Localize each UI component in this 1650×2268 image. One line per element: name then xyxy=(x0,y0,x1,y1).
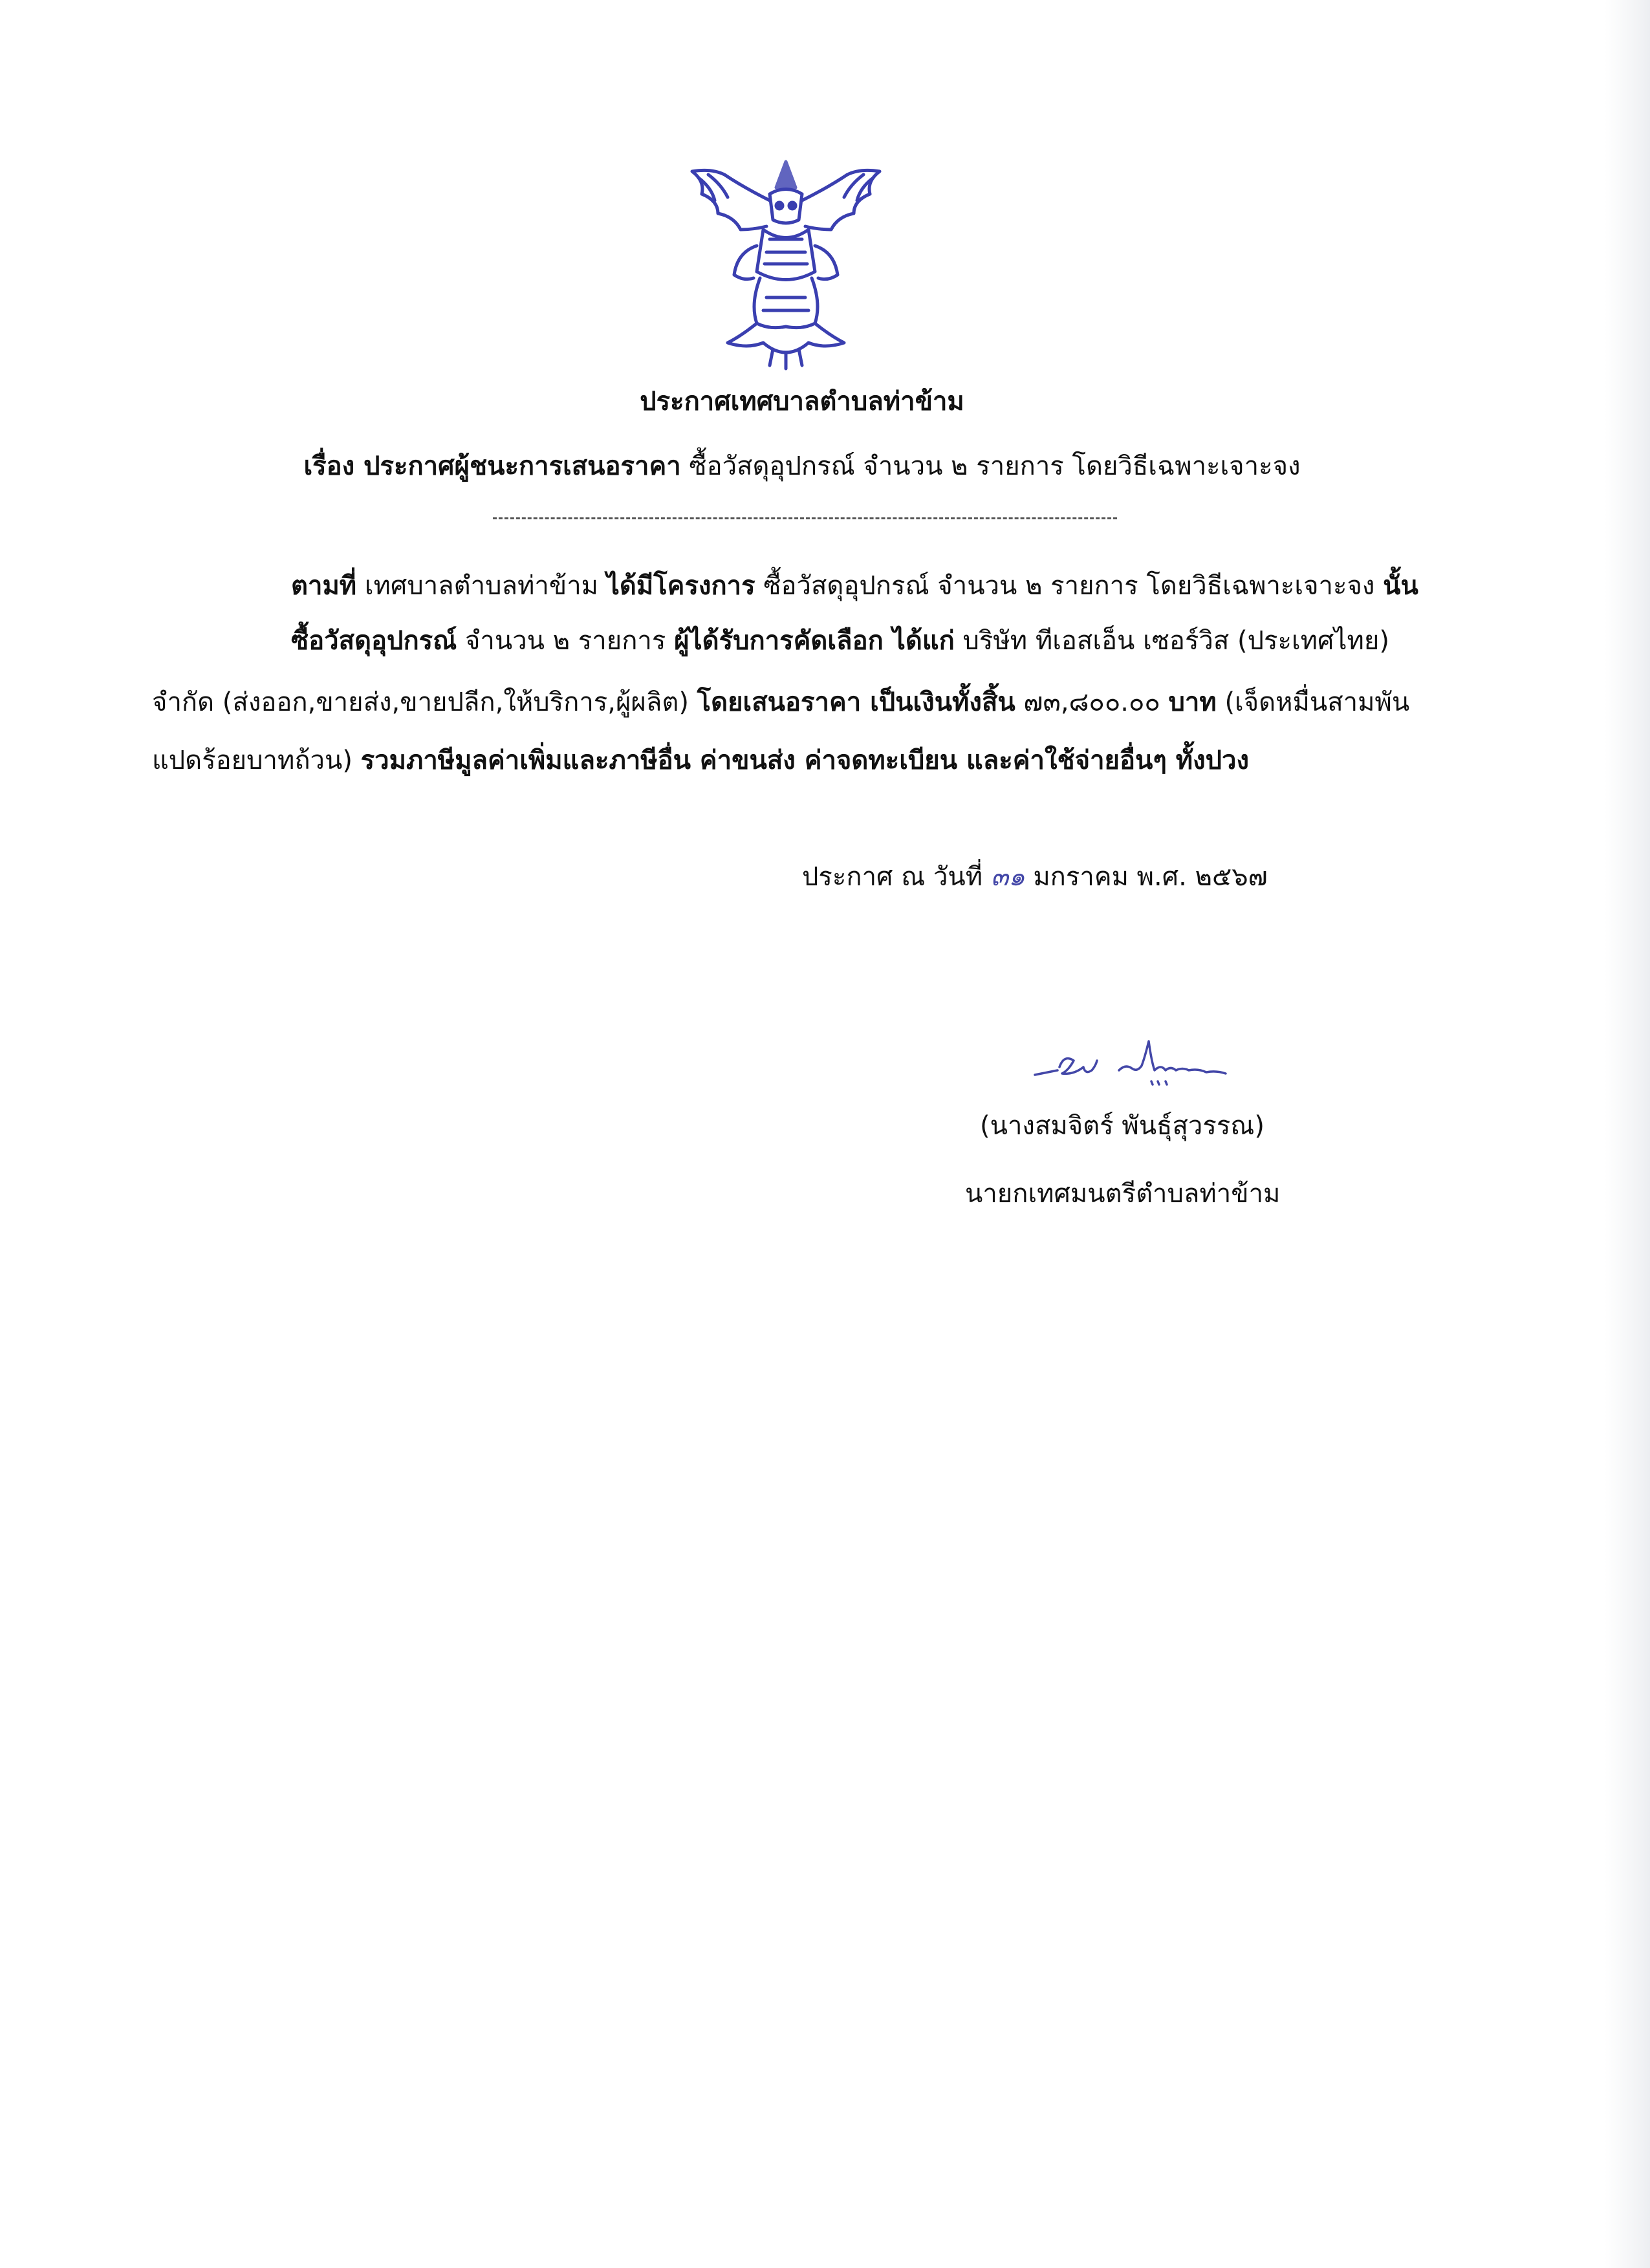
bold-label: ตามที่ xyxy=(291,571,357,601)
body-text: บริษัท ทีเอสเอ็น เซอร์วิส (ประเทศไทย) xyxy=(954,626,1389,656)
subject-label: เรื่อง ประกาศผู้ชนะการเสนอราคา xyxy=(303,451,681,481)
signatory-position: นายกเทศมนตรีตำบลท่าข้าม xyxy=(965,1179,1281,1209)
bold-label: โดยเสนอราคา เป็นเงินทั้งสิ้น xyxy=(697,687,1015,717)
paragraph-line-4 xyxy=(152,744,1249,777)
paragraph-line-1 xyxy=(291,569,1418,603)
body-text: (เจ็ดหมื่นสามพัน xyxy=(1216,687,1410,717)
scan-edge-shadow xyxy=(1605,0,1650,2268)
price-text: ๗๓,๘๐๐.๐๐ xyxy=(1015,687,1169,717)
body-text: จำกัด (ส่งออก,ขายส่ง,ขายปลีก,ให้บริการ,ผู้ผลิต) xyxy=(152,687,697,717)
divider-line xyxy=(493,517,1117,519)
signatory-name: (นางสมจิตร์ พันธุ์สุวรรณ) xyxy=(980,1111,1265,1141)
handwritten-day: ๓๑ xyxy=(990,862,1025,892)
handwritten-signature xyxy=(1028,1035,1242,1099)
bold-label: รวมภาษีมูลค่าเพิ่มและภาษีอื่น ค่าขนส่ง ค่าจดทะเบียน และค่าใช้จ่ายอื่นๆ ทั้งปวง xyxy=(360,746,1250,775)
announcement-subject xyxy=(0,449,1604,483)
bold-label: ซื้อวัสดุอุปกรณ์ xyxy=(291,626,457,656)
body-text: เทศบาลตำบลท่าข้าม xyxy=(356,571,607,601)
body-text: แปดร้อยบาทถ้วน) xyxy=(152,746,361,775)
bold-label: บาท xyxy=(1168,687,1217,717)
paragraph-line-3 xyxy=(152,686,1409,719)
paragraph-line-2 xyxy=(291,624,1389,658)
bold-label: นั้น xyxy=(1383,571,1418,601)
body-text: ซื้อวัสดุอุปกรณ์ จำนวน ๒ รายการ โดยวิธีเฉพาะเจาะจง xyxy=(755,571,1384,601)
bold-label: ผู้ได้รับการคัดเลือก ได้แก่ xyxy=(674,626,955,656)
bold-label: ได้มีโครงการ xyxy=(606,571,755,601)
date-month-year: มกราคม พ.ศ. ๒๕๖๗ xyxy=(1033,862,1268,892)
announcement-title: ประกาศเทศบาลตำบลท่าข้าม xyxy=(640,387,964,416)
garuda-emblem-icon xyxy=(679,149,893,372)
subject-text: ซื้อวัสดุอุปกรณ์ จำนวน ๒ รายการ โดยวิธีเฉพาะเจาะจง xyxy=(680,451,1301,481)
body-text: จำนวน ๒ รายการ xyxy=(457,626,675,656)
announcement-date xyxy=(802,860,1268,894)
date-label: ประกาศ ณ วันที่ xyxy=(802,862,983,892)
